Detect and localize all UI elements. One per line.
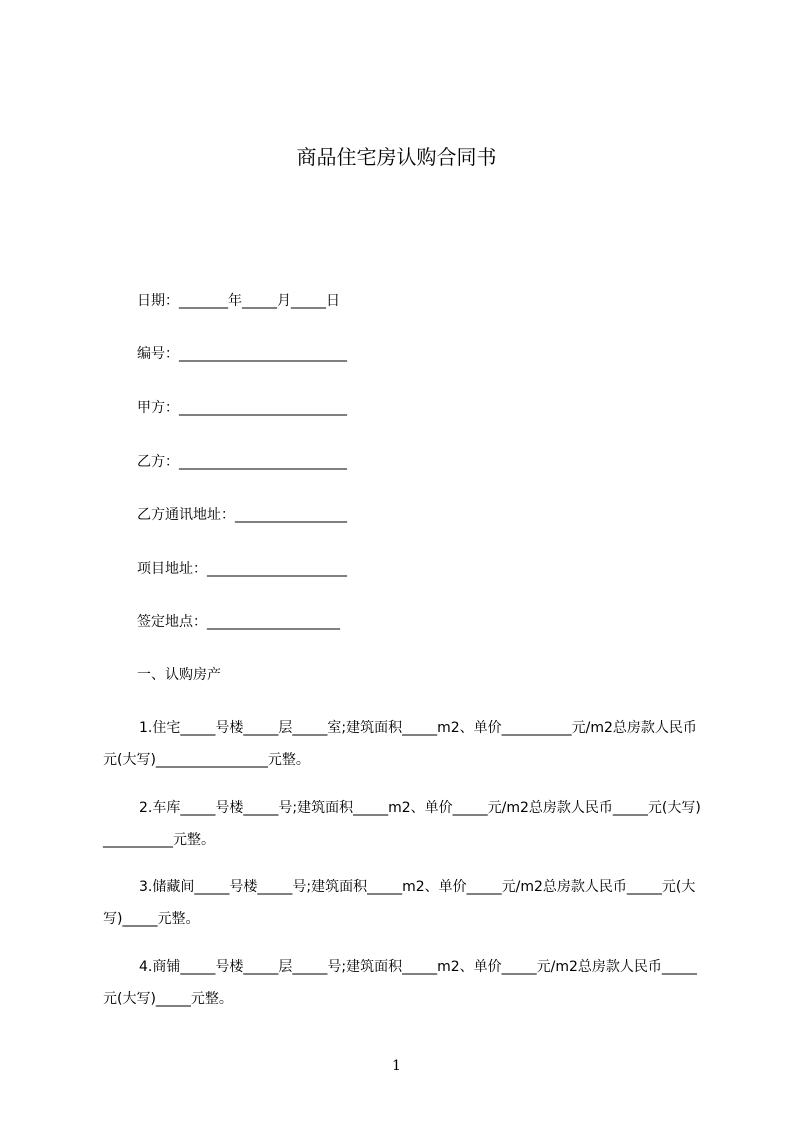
number-field: 编号：________________________ — [137, 346, 347, 362]
item-garage: 2.车库_____号楼_____号;建筑面积_____m2、单价_____元/m2总房款人民币_____元(大写)__________元整。 — [103, 800, 701, 848]
party-b-field: 乙方：________________________ — [137, 454, 347, 470]
section-heading: 一、认购房产 — [137, 667, 221, 683]
item-shop: 4.商铺_____号楼_____层_____号;建筑面积_____m2、单价_____元/m2总房款人民币_____元(大写)_____元整。 — [103, 959, 697, 1007]
item-storage: 3.储藏间_____号楼_____号;建筑面积_____m2、单价_____元/m2总房款人民币_____元(大写)_____元整。 — [103, 879, 696, 927]
document-title: 商品住宅房认购合同书 — [296, 145, 497, 169]
item-residence: 1.住宅_____号楼_____层_____室;建筑面积_____m2、单价__________元/m2总房款人民币元(大写)________________元整。 — [103, 720, 697, 768]
signing-place-field: 签定地点：___________________ — [137, 614, 340, 630]
project-address-field: 项目地址：____________________ — [137, 561, 347, 577]
date-field: 日期：_______年_____月_____日 — [137, 293, 340, 309]
party-b-address-field: 乙方通讯地址：________________ — [137, 507, 347, 523]
page-number: 1 — [392, 1058, 401, 1074]
party-a-field: 甲方：________________________ — [137, 400, 347, 416]
